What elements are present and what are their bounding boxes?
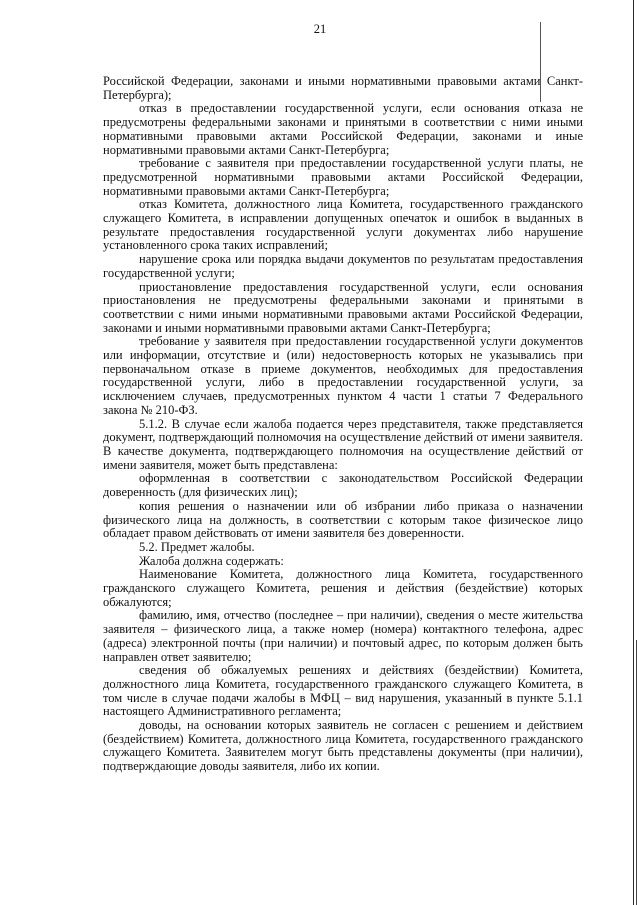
paragraph: приостановление предоставления государственной услуги, если основания приостановления не предусмотрены федеральными законами и принятыми в соответствии с ними иными нормативными правовыми актами Российской Федерации, законами и иными нормативными правовыми актами Санкт-Петербурга; [103,279,583,335]
paragraph: сведения об обжалуемых решениях и действиях (бездействии) Комитета, должностного лица Комитета, государственного гражданского служащего Комитета, в том числе в случае подачи жалобы в МФЦ – вид нарушения, указанный в пункте 5.1.1 настоящего Административного регламента; [103,663,583,719]
paragraph: Российской Федерации, законами и иными нормативными правовыми актами Санкт-Петербурга); [103,74,583,102]
paragraph: 5.2. Предмет жалобы. [139,539,255,554]
paragraph: отказ в предоставлении государственной услуги, если основания отказа не предусмотрены федеральными законами и принятыми в соответствии с ними иными нормативными правовыми актами Российской Федерации, законами и иные нормативными правовыми актами Санкт-Петербурга; [103,101,583,157]
page-number: 21 [313,22,327,36]
paragraph: оформленная в соответствии с законодательством Российской Федерации доверенность (для физических лиц); [103,471,583,500]
paragraph: нарушение срока или порядка выдачи документов по результатам предоставления государственной услуги; [103,252,583,280]
paragraph: копия решения о назначении или об избрании либо приказа о назначении физического лица на должность, в соответствии с которым такое физическое лицо обладает правом действовать от имени заявителя без доверенности. [103,498,583,541]
document-body [103,75,583,774]
paragraph: доводы, на основании которых заявитель не согласен с решением и действием (бездействием) Комитета, должностного лица Комитета, государственного гражданского служащего Комитета. Заявителем могут быть представлены документы (при наличии), подтверждающие доводы заявителя, либо их копии. [103,718,583,774]
scan-edge-line [636,640,637,905]
paragraph: Жалоба должна содержать: [139,553,284,568]
paragraph: 5.1.2. В случае если жалоба подается через представителя, также представляется документ, подтверждающий полномочия на осуществление действий от имени заявителя. В качестве документа, подтверждающего полномочия на осуществление действий от имени заявителя, может быть представлена: [103,416,583,472]
paragraph: требование у заявителя при предоставлении государственной услуги документов или информации, отсутствие и (или) недостоверность которых не указывались при первоначальном отказе в приеме документов, необходимых для предоставления государственной услуги, либо в предоставлении государственной услуги, за исключением случаев, предусмотренных пунктом 4 части 1 статьи 7 Федерального закона № 210-ФЗ. [103,334,583,417]
paragraph: требование с заявителя при предоставлении государственной услуги платы, не предусмотренной нормативными правовыми актами Российской Федерации, нормативными правовыми актами Санкт-Петербурга; [103,156,583,198]
paragraph: фамилию, имя, отчество (последнее – при наличии), сведения о месте жительства заявителя – физического лица, а также номер (номера) контактного телефона, адрес (адреса) электронной почты (при наличии) и почтовый адрес, по которым должен быть направлен ответ заявителю; [103,608,583,664]
paragraph: Наименование Комитета, должностного лица Комитета, государственного гражданского служащего Комитета, решения и действия (бездействие) которых обжалуются; [103,567,583,609]
paragraph: отказ Комитета, должностного лица Комитета, государственного гражданского служащего Комитета, в исправлении допущенных опечаток и ошибок в выданных в результате предоставления государственной услуги документах либо нарушение установленного срока таких исправлений; [103,197,583,253]
scan-edge-line [633,0,634,905]
